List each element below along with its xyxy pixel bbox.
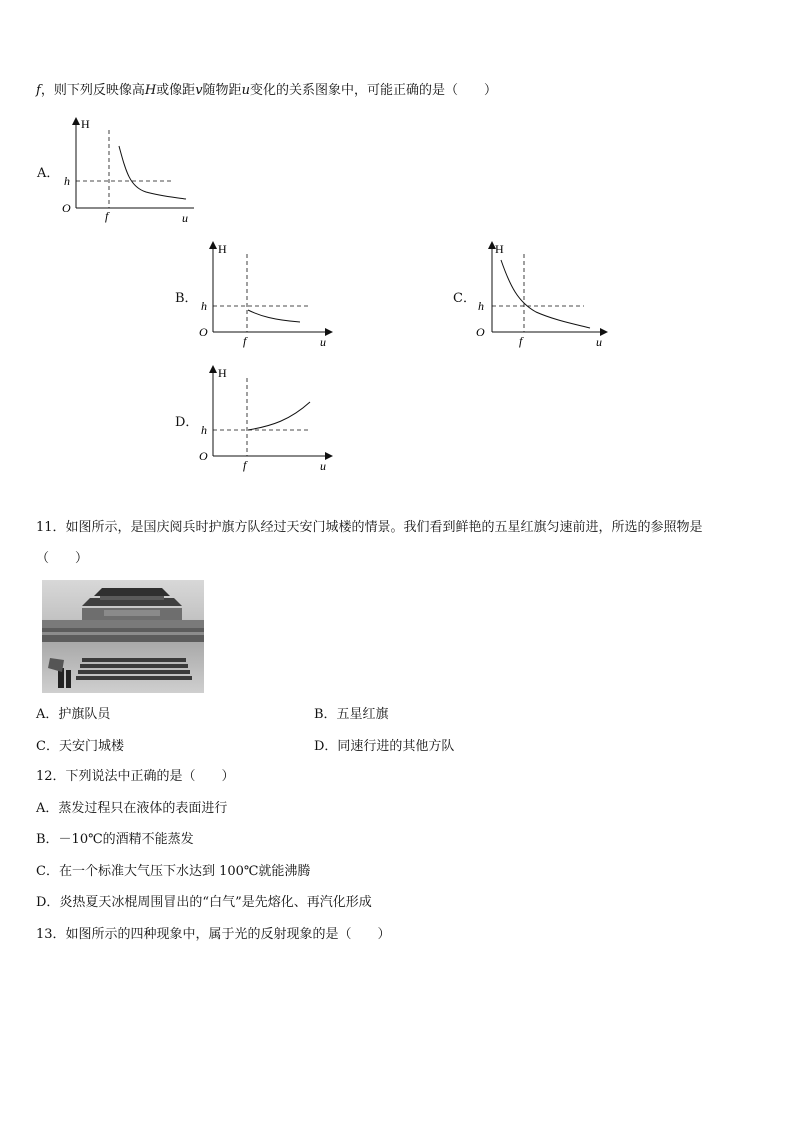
q10-graph-c-h-label: h xyxy=(478,299,484,313)
q12-option-a: A．蒸发过程只在液体的表面进行 xyxy=(36,801,228,816)
q10-graph-d-f-label: f xyxy=(243,458,247,472)
q10-graph-d-x-label: u xyxy=(320,459,326,473)
q10-graph-b-curve xyxy=(248,310,300,322)
tiananmen-parade-photo xyxy=(42,580,204,693)
q10-stem xyxy=(36,82,497,100)
q10-stem-f: f xyxy=(36,83,41,98)
q10-graph-b-origin: O xyxy=(199,325,208,339)
q10-graph-a-x-label: u xyxy=(182,211,188,225)
q10-graph-a-h-label: h xyxy=(64,174,70,188)
q12-option-b: B．－10℃的酒精不能蒸发 xyxy=(36,832,194,847)
q11-option-d: D．同速行进的其他方队 xyxy=(314,739,455,754)
q10-stem-part2: 或像距 xyxy=(156,83,196,98)
q10-graph-a-f-label: f xyxy=(105,209,109,223)
q10-graph-c-option: C． xyxy=(453,291,476,306)
q10-graph-a-origin: O xyxy=(62,201,71,215)
q10-graph-b-plot xyxy=(172,236,342,351)
q10-stem-part4: 变化的关系图象中，可能正确的是（ ） xyxy=(249,83,497,98)
q10-stem-part3: 随物距 xyxy=(202,83,242,98)
q13-stem: 13．如图所示的四种现象中，属于光的反射现象的是（ ） xyxy=(36,927,391,942)
q10-graph-d-plot xyxy=(172,360,342,475)
q10-graph-b-h-label: h xyxy=(201,299,207,313)
q10-graph-c-origin: O xyxy=(476,325,485,339)
q10-graph-c xyxy=(450,236,620,351)
q10-graph-b-option: B． xyxy=(175,291,198,306)
q10-graph-a-option: A． xyxy=(37,166,60,181)
q11-option-a: A．护旗队员 xyxy=(36,707,111,722)
q10-graph-c-curve xyxy=(501,260,590,328)
q10-graph-c-f-label: f xyxy=(519,334,523,348)
q10-graph-b-x-label: u xyxy=(320,335,326,349)
q10-stem-H: H xyxy=(144,83,157,98)
q10-graph-c-plot xyxy=(450,236,620,351)
q10-graph-c-y-label: H xyxy=(495,242,504,256)
q11-option-c: C．天安门城楼 xyxy=(36,739,124,754)
q11-option-b: B．五星红旗 xyxy=(314,707,389,722)
q11-stem-line2: （ ） xyxy=(36,551,89,566)
q10-graph-d-h-label: h xyxy=(201,423,207,437)
q12-option-d: D．炎热夏天冰棍周围冒出的“白气”是先熔化、再汽化形成 xyxy=(36,895,372,910)
q10-graph-d xyxy=(172,360,342,475)
q10-stem-part1: ，则下列反映像高 xyxy=(40,83,145,98)
q10-graph-a xyxy=(34,112,204,227)
q10-graph-d-option: D． xyxy=(175,415,199,430)
q10-graph-d-origin: O xyxy=(199,449,208,463)
q12-stem: 12．下列说法中正确的是（ ） xyxy=(36,769,235,784)
q10-graph-b xyxy=(172,236,342,351)
q12-option-c: C．在一个标准大气压下水达到 100℃就能沸腾 xyxy=(36,864,311,879)
q11-stem-line1: 11．如图所示，是国庆阅兵时护旗方队经过天安门城楼的情景。我们看到鲜艳的五星红旗匀速前进，所选的参照物是 xyxy=(36,520,703,535)
q10-stem-v: v xyxy=(195,83,203,98)
q10-graph-d-curve xyxy=(248,402,310,430)
q10-graph-a-y-label: H xyxy=(81,117,90,131)
q10-graph-a-plot xyxy=(34,112,204,227)
q10-graph-c-x-label: u xyxy=(596,335,602,349)
q10-graph-a-curve xyxy=(119,146,186,199)
q10-graph-b-f-label: f xyxy=(243,334,247,348)
q10-stem-u: u xyxy=(241,83,250,98)
q10-graph-d-y-label: H xyxy=(218,366,227,380)
q10-graph-b-y-label: H xyxy=(218,242,227,256)
